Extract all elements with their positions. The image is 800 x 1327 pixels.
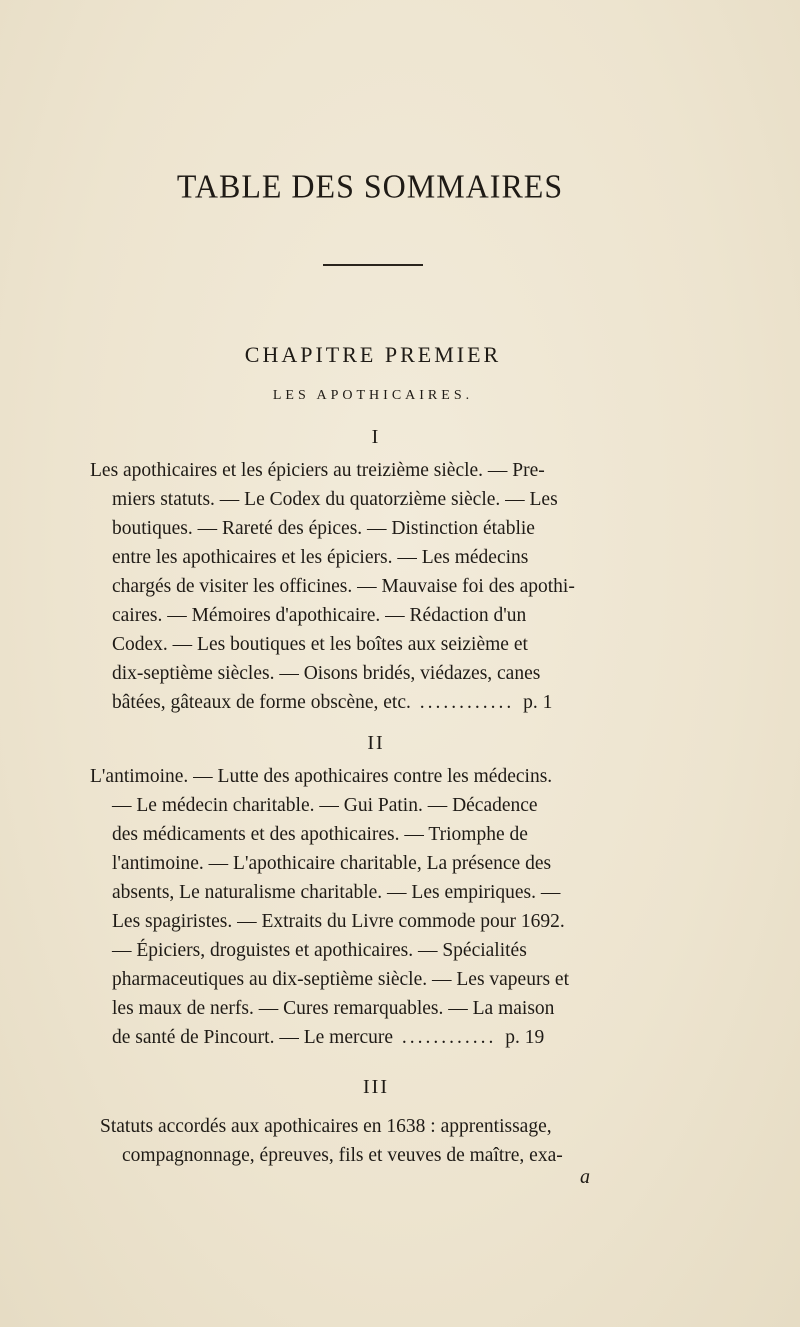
page-title: TABLE DES SOMMAIRES: [176, 167, 564, 205]
section-number-1: I: [371, 426, 381, 448]
summary-line: dix-septième siècles. — Oisons bridés, viédazes, canes: [112, 663, 541, 684]
summary-line: Les apothicaires et les épiciers au treizième siècle. — Pre-: [90, 460, 545, 481]
summary-last-line: [90, 1023, 670, 1052]
summary-line: les maux de nerfs. — Cures remarquables. — La maison: [112, 998, 555, 1019]
summary-line: bâtées, gâteaux de forme obscène, etc.: [112, 692, 411, 713]
summary-line: l'antimoine. — L'apothicaire charitable, La présence des: [112, 853, 552, 874]
section-summary-1: [90, 456, 670, 717]
summary-line: miers statuts. — Le Codex du quatorzième siècle. — Les: [112, 489, 558, 510]
summary-line: boutiques. — Rareté des épices. — Distinction établie: [112, 518, 535, 539]
summary-line: entre les apothicaires et les épiciers. — Les médecins: [112, 547, 529, 568]
section-number-3: III: [363, 1076, 389, 1098]
summary-line: compagnonnage, épreuves, fils et veuves de maître, exa-: [122, 1145, 563, 1166]
summary-line: — Épiciers, droguistes et apothicaires. — Spécialités: [112, 940, 527, 961]
summary-line: Codex. — Les boutiques et les boîtes aux seizième et: [112, 634, 528, 655]
section-number-2: II: [367, 732, 385, 754]
signature-mark: a: [580, 1166, 590, 1188]
summary-line: des médicaments et des apothicaires. — Triomphe de: [112, 824, 528, 845]
summary-line: chargés de visiter les officines. — Mauvaise foi des apothi-: [112, 576, 575, 597]
summary-line: L'antimoine. — Lutte des apothicaires contre les médecins.: [90, 766, 553, 787]
summary-line: — Le médecin charitable. — Gui Patin. — Décadence: [112, 795, 538, 816]
dot-leader: ............: [401, 1027, 497, 1048]
summary-line: Statuts accordés aux apothicaires en 1638 : apprentissage,: [100, 1116, 552, 1137]
summary-line: caires. — Mémoires d'apothicaire. — Rédaction d'un: [112, 605, 527, 626]
dot-leader: ............: [419, 692, 515, 713]
chapter-title: CHAPITRE PREMIER: [244, 342, 502, 367]
summary-line: Les spagiristes. — Extraits du Livre commode pour 1692.: [112, 911, 565, 932]
summary-line: absents, Le naturalisme charitable. — Les empiriques. —: [112, 882, 561, 903]
summary-last-line: [90, 688, 670, 717]
chapter-subtitle: LES APOTHICAIRES.: [272, 388, 474, 403]
summary-line: pharmaceutiques au dix-septième siècle. — Les vapeurs et: [112, 969, 569, 990]
summary-line: de santé de Pincourt. — Le mercure: [112, 1027, 394, 1048]
title-divider: [323, 264, 423, 266]
section-summary-2: [90, 762, 670, 1052]
section-summary-3: [100, 1112, 700, 1170]
page-reference: p. 1: [523, 692, 553, 713]
page-reference: p. 19: [505, 1027, 545, 1048]
